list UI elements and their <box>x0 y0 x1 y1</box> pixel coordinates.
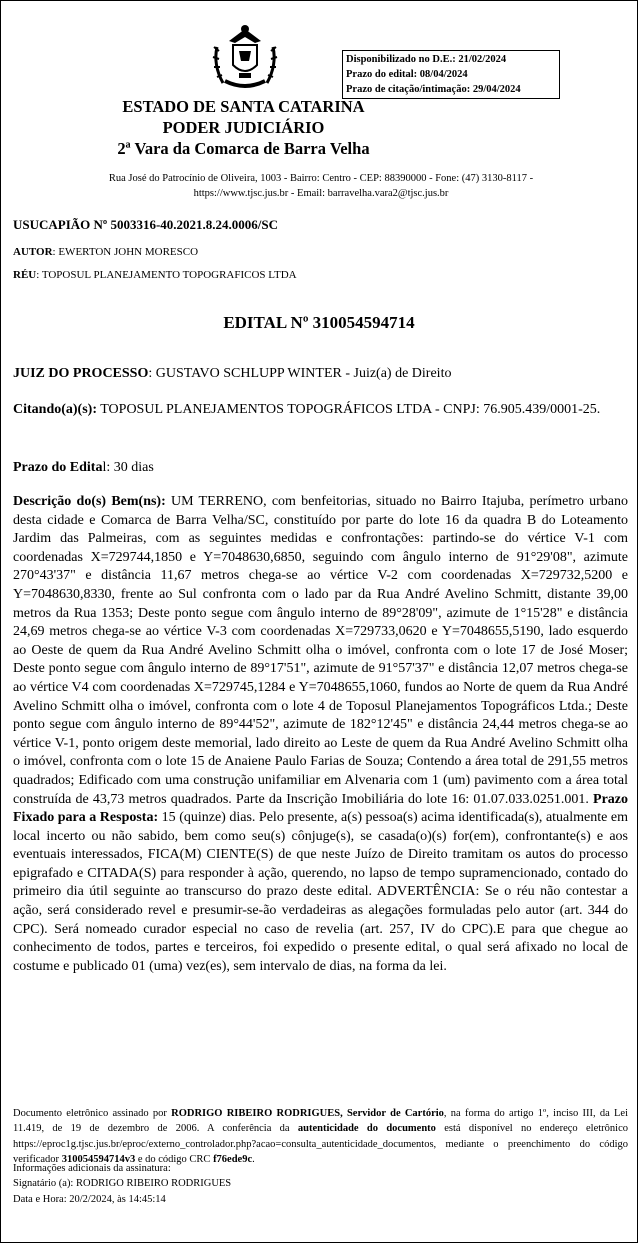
signature-text-4: e do código CRC <box>135 1153 214 1165</box>
signer-name: RODRIGO RIBEIRO RODRIGUES, Servidor de Cartório <box>171 1108 444 1119</box>
disponibilizado-date: Disponibilizado no D.E.: 21/02/2024 <box>346 54 507 65</box>
process-number: USUCAPIÃO Nº 5003316-40.2021.8.24.0006/SC <box>13 217 279 232</box>
signature-notice <box>13 1106 628 1167</box>
signature-text-1: Documento eletrônico assinado por <box>13 1108 172 1119</box>
state-name: ESTADO DE SANTA CATARINA <box>122 97 365 116</box>
signature-text-2: , na forma do artigo 1º, inciso III, da Lei 11.419, de 19 de dezembro de 2006. A conferência da <box>13 1108 629 1135</box>
judiciary-name: PODER JUDICIÁRIO <box>162 118 325 137</box>
reu-label: RÉU <box>13 269 37 281</box>
autor-name: : EWERTON JOHN MORESCO <box>52 246 199 258</box>
juiz-paragraph <box>13 365 628 384</box>
prazo-label: Prazo do Edita <box>13 460 103 475</box>
descricao-text: UM TERRENO, com benfeitorias, situado no Bairro Itajuba, perímetro urbano desta cidade e Comarca de Barra Velha/SC, constituído por parte do lote 16 da quadra B do Loteamento Jardim das Palmeiras, com as seguintes medidas e confrontações: partindo-se do vértice V-1 com coordenadas X=729744,1850 e Y=7048630,6850, seguindo com ângulo interno de 91°29'08", azimute 270°43'37" e distância 11,67 metros chega-se ao vértice V-2 com coordenadas X=729732,5200 e Y=7048630,8330, frente ao Sul confronta com o lado par da Rua André Avelino Schmitt, distante 39,00 metros da Rua 1353; Deste ponto segue com ângulo interno de 89°28'09", azimute de 1°15'28" e distância 24,69 metros chega-se ao vértice V-3 com coordenadas X=729733,0620 e Y=7048655,5190, lado esquerdo ao Oeste de quem da Rua André Avelino Schmitt olha o imóvel, confronta com o lote 17 de José Moser; Deste ponto segue com ângulo interno de 89°17'51", azimute de 91°57'37" e distância 12,07 metros chega-se ao vértice V4 com coordenadas X=729745,1284 e Y=7048655,1060, fundos ao Norte de quem da Rua André Avelino Schmitt olha o imóvel, confronta com o lote 4 de Toposul Planejamentos Topográficos Ltda.; Deste ponto segue com ângulo interno de 89°44'52", azimute de 182°12'45" e distância 24,44 metros chega-se ao vértice V-1, ponto origem deste memorial, lado direito ao Leste de quem da Rua André Avelino Schmitt olha o imóvel, confronta com o lote 15 de Anaiene Paulo Farias de Souza; Contendo a área total de 291,55 metros quadrados; Edificado com uma construção unifamiliar em Alvenaria com 1 (um) pavimento com a área total construída de 43,73 metros quadrados. Parte da Inscrição Imobiliária do lote 16: 01.07.033.0251.001. <box>13 494 629 807</box>
signature-text-5: . <box>252 1153 255 1165</box>
authenticity-label: autenticidade do documento <box>297 1123 436 1135</box>
autor-line <box>13 246 198 258</box>
prazo-value: l: 30 dias <box>102 460 154 475</box>
citando-value: TOPOSUL PLANEJAMENTOS TOPOGRÁFICOS LTDA - CNPJ: 76.905.439/0001-25. <box>97 402 601 417</box>
descricao-paragraph <box>13 493 628 976</box>
address-line-2: https://www.tjsc.jus.br - Email: barravelha.vara2@tjsc.jus.br <box>193 188 449 199</box>
address-line-1: Rua José do Patrocínio de Oliveira, 1003 - Bairro: Centro - CEP: 88390000 - Fone: (47) 3130-8117 - <box>108 173 534 184</box>
signature-info <box>13 1161 628 1207</box>
juiz-label: JUIZ DO PROCESSO <box>13 366 149 381</box>
info-title: Informações adicionais da assinatura: <box>13 1163 171 1174</box>
prazo-edital-date: Prazo do edital: 08/04/2024 <box>346 69 468 80</box>
signatario: Signatário (a): RODRIGO RIBEIRO RODRIGUES <box>13 1178 232 1190</box>
juiz-name: : GUSTAVO SCHLUPP WINTER - Juiz(a) de Direito <box>148 366 452 381</box>
prazo-paragraph <box>13 459 628 478</box>
santa-catarina-coat-of-arms-icon <box>209 21 281 91</box>
publication-dates-box <box>342 50 560 99</box>
signature-datetime: Data e Hora: 20/2/2024, às 14:45:14 <box>13 1193 166 1205</box>
edital-title: EDITAL Nº 310054594714 <box>223 313 415 332</box>
citando-paragraph <box>13 401 628 420</box>
crc-code: f76ede9c <box>213 1153 253 1165</box>
court-name: 2ª Vara da Comarca de Barra Velha <box>117 139 370 158</box>
signature-text-3: está disponível no endereço eletrônico https://eproc1g.tjsc.jus.br/eproc/externo_controlador.php?acao=consulta_autenticidade_documentos, mediante o preenchimento do código verificador <box>13 1123 628 1165</box>
verification-code: 310054594714v3 <box>61 1153 136 1165</box>
prazo-citacao-date: Prazo de citação/intimação: 29/04/2024 <box>346 84 521 95</box>
reu-line <box>13 269 297 281</box>
descricao-label: Descrição do(s) Bem(ns): <box>13 494 166 509</box>
prazo-fixado-text: 15 (quinze) dias. Pelo presente, a(s) pessoa(s) acima identificada(s), atualmente em local incerto ou não sabido, bem como seu(s) cônjuge(s), se casada(o)(s) for(em), confrontante(s) e aos eventuais interessados, FICA(M) CIENTE(S) de que neste Juízo de Direito tramitam os autos do processo epigrafado e CITADA(S) para responder à ação, querendo, no lapso de tempo supramencionado, contado do primeiro dia útil seguinte ao transcurso do prazo deste edital. ADVERTÊNCIA: Se o réu não contestar a ação, será considerado revel e presumir-se-ão verdadeiras as alegações formuladas pelo autor (art. 344 do CPC). Será nomeado curador especial no caso de revelia (art. 257, IV do CPC).E para que chegue ao conhecimento de todos, partes e terceiros, foi expedido o presente edital, o qual será afixado no local de costume e publicado 01 (uma) vez(es), sem intervalo de dias, na forma da lei. <box>13 810 628 974</box>
reu-name: : TOPOSUL PLANEJAMENTO TOPOGRAFICOS LTDA <box>36 269 297 281</box>
citando-label: Citando(a)(s): <box>13 402 97 417</box>
autor-label: AUTOR <box>13 246 53 258</box>
court-address <box>41 171 601 201</box>
prazo-fixado-label: Prazo Fixado para a Resposta: <box>13 791 628 826</box>
